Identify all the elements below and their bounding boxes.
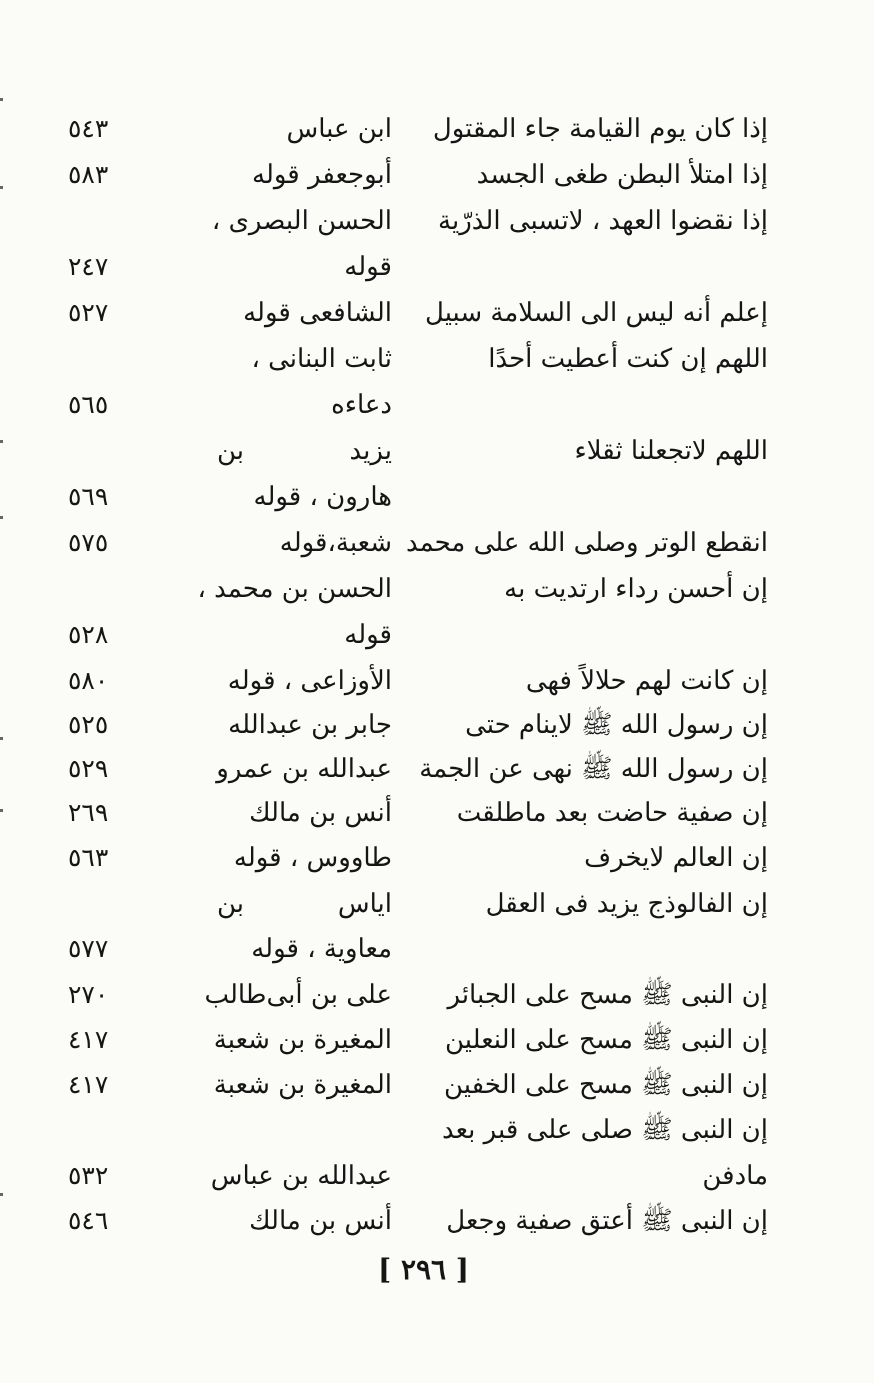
page-reference: ٥٢٩ (68, 754, 109, 783)
narrator-text: اياس بن (217, 889, 392, 919)
saying-text: اللهم إن كنت أعطيت أحدًا (488, 344, 768, 374)
saying-text: إن أحسن رداء ارتديت به (504, 574, 768, 604)
saying-text: انقطع الوتر وصلى الله على محمد (405, 528, 768, 558)
narrator-text: الحسن بن محمد ، (197, 574, 392, 604)
narrator-text: المغيرة بن شعبة (213, 1025, 392, 1055)
page-reference: ٥٢٨ (68, 620, 109, 649)
saying-text: إن العالم لايخرف (584, 843, 768, 873)
narrator-text: على بن أبى‌طالب (204, 980, 392, 1010)
narrator-text: الشافعى قوله (243, 298, 392, 328)
page-reference: ٥٦٣ (68, 843, 109, 872)
scan-mark (0, 809, 3, 812)
page-reference: ٢٤٧ (68, 252, 109, 281)
saying-text: اللهم لاتجعلنا ثقلاء (574, 436, 768, 466)
narrator-text-continued: معاوية ، قوله (251, 934, 392, 964)
saying-text: إذا نقضوا العهد ، لاتسبى الذرّية (438, 206, 768, 236)
saying-text: إذا امتلأ البطن طغى الجسد (476, 160, 768, 190)
narrator-text: جابر بن عبدالله (228, 710, 392, 740)
saying-text: إن رسول الله ﷺ لاينام حتى (465, 710, 768, 740)
saying-text: إن النبى ﷺ مسح على الجبائر (447, 980, 768, 1010)
narrator-text: الحسن البصرى ، (211, 206, 392, 236)
narrator-text: عبدالله بن عمرو (216, 754, 392, 784)
saying-text: إن النبى ﷺ أعتق صفية وجعل (446, 1206, 768, 1236)
page-reference: ٤١٧ (68, 1025, 109, 1054)
page-reference: ٥٧٥ (68, 528, 109, 557)
page-reference: ٥٤٣ (68, 114, 109, 143)
scan-mark (0, 440, 3, 443)
scan-mark (0, 98, 3, 101)
saying-text: إن النبى ﷺ مسح على النعلين (444, 1025, 768, 1055)
page-reference: ٥٤٦ (68, 1206, 109, 1235)
saying-text: إن رسول الله ﷺ نهى عن الجمة (419, 754, 768, 784)
page-reference: ٥٣٢ (68, 1161, 109, 1190)
saying-text: إن كانت لهم حلالاً فهى (525, 666, 768, 696)
narrator-text: الأوزاعى ، قوله (227, 666, 392, 696)
narrator-text: طاووس ، قوله (233, 843, 392, 873)
saying-text: إن النبى ﷺ مسح على الخفين (444, 1070, 768, 1100)
scan-mark (0, 737, 3, 740)
saying-text: إن النبى ﷺ صلى على قبر بعد (441, 1115, 768, 1145)
saying-text: إن الفالوذج يزيد فى العقل (485, 889, 768, 919)
saying-text: إذا كان يوم القيامة جاء المقتول (432, 114, 768, 144)
narrator-text: أنس بن مالك (249, 798, 392, 828)
page-number: [ ٢٩٦ ] (377, 1253, 470, 1286)
page-reference: ٥٨٣ (68, 160, 109, 189)
scan-mark (0, 1193, 3, 1196)
scan-mark (0, 516, 3, 519)
scan-mark (0, 186, 3, 189)
narrator-text-continued: قوله (344, 252, 392, 282)
page-reference: ٥٧٧ (68, 934, 109, 963)
narrator-text: المغيرة بن شعبة (213, 1070, 392, 1100)
narrator-text: شعبة،قوله (279, 528, 392, 558)
narrator-text-continued: دعاءه (331, 390, 392, 420)
page-reference: ٥٦٩ (68, 482, 109, 511)
saying-text: إعلم أنه ليس الى السلامة سبيل (425, 298, 768, 328)
page-reference: ٥٢٧ (68, 298, 109, 327)
page-reference: ٤١٧ (68, 1070, 109, 1099)
saying-text-continued: مادفن (702, 1161, 768, 1191)
narrator-text-continued: هارون ، قوله (253, 482, 392, 512)
page-reference: ٥٦٥ (68, 390, 109, 419)
page-reference: ٢٦٩ (68, 798, 109, 827)
narrator-text-continued: قوله (344, 620, 392, 650)
page-reference: ٥٢٥ (68, 710, 109, 739)
narrator-text: أنس بن مالك (249, 1206, 392, 1236)
narrator-text: يزيد بن (217, 436, 392, 466)
narrator-text: ابن عباس (286, 114, 392, 144)
saying-text: إن صفية حاضت بعد ماطلقت (456, 798, 768, 828)
narrator-text: ثابت البنانى ، (251, 344, 392, 374)
page-reference: ٢٧٠ (68, 980, 109, 1009)
narrator-text: أبوجعفر قوله (252, 160, 392, 190)
page-reference: ٥٨٠ (68, 666, 109, 695)
narrator-text: عبدالله بن عباس (210, 1161, 392, 1191)
